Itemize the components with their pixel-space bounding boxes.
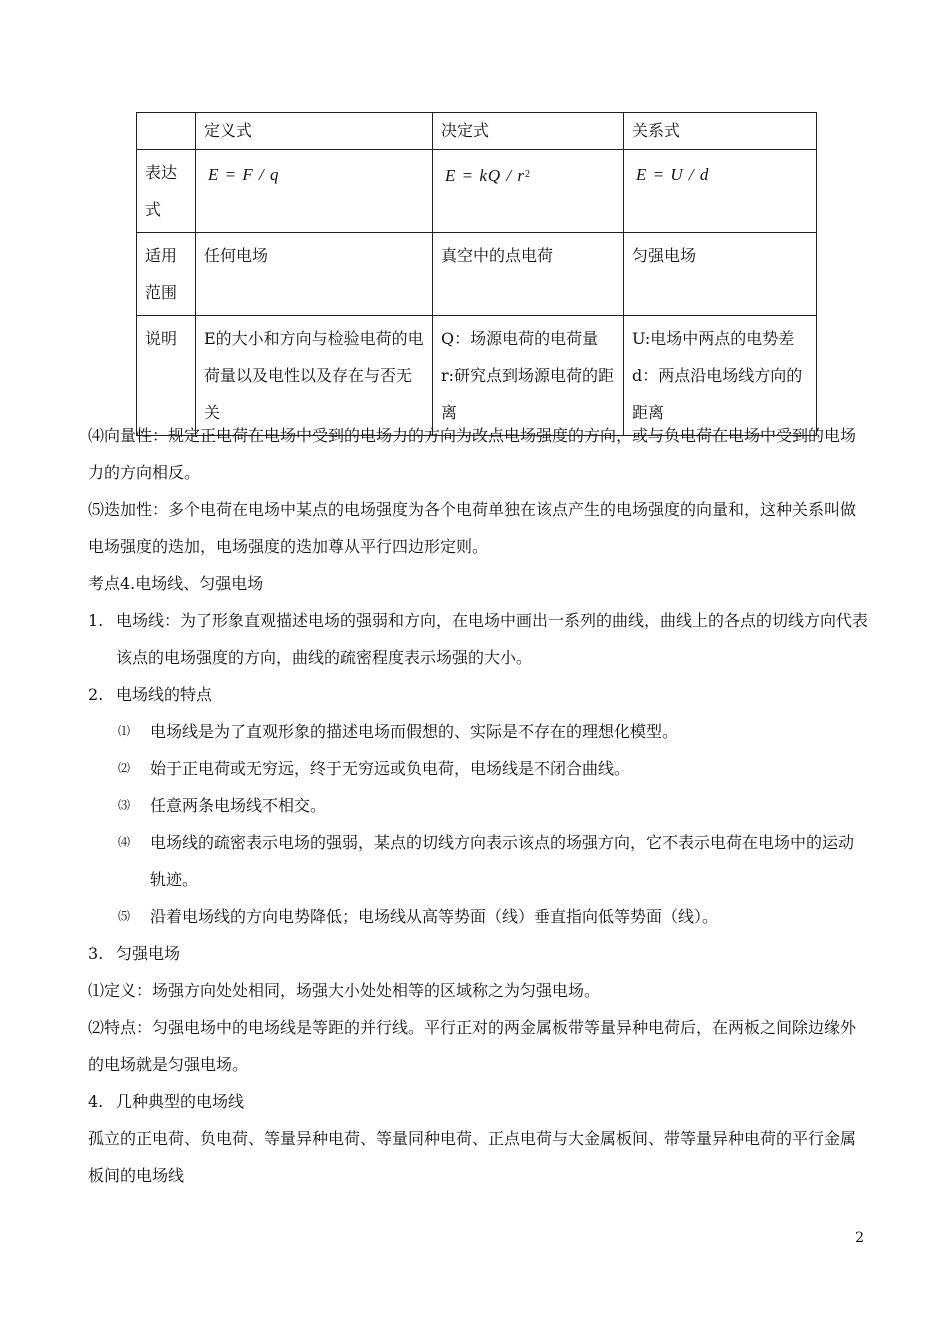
- table-row-expression: [137, 150, 817, 233]
- section-title: 考点4.电场线、匀强电场: [88, 574, 264, 593]
- list-item-4: [88, 1083, 868, 1120]
- feature-item: [88, 750, 868, 787]
- feature-item: [88, 787, 868, 824]
- feature-number: ⑸: [118, 909, 131, 923]
- feature-text: 始于正电荷或无穷远，终于无穷远或负电荷，电场线是不闭合曲线。: [150, 759, 631, 778]
- field-formula-table: [136, 112, 817, 436]
- row-label-expression: 表达式: [137, 150, 196, 233]
- table-header-relation: 关系式: [624, 113, 817, 150]
- paragraph-vector-property: ⑷向量性：规定正电荷在电场中受到的电场力的方向为改点电场强度的方向，或与负电荷在电场中受到的电场力的方向相反。: [88, 426, 857, 482]
- item-number: 1.: [88, 611, 104, 630]
- table-header-row: [137, 113, 817, 150]
- definition-explanation: E的大小和方向与检验电荷的电荷量以及电性以及存在与否无关: [196, 316, 433, 436]
- exponent: 2: [525, 169, 532, 180]
- feature-item: [88, 898, 868, 935]
- document-body: [88, 417, 868, 1194]
- determination-formula-cell: [433, 150, 624, 233]
- definition-scope: 任何电场: [196, 233, 433, 316]
- feature-number: ⑴: [118, 724, 131, 738]
- feature-text: 电场线的疏密表示电场的强弱，某点的切线方向表示该点的场强方向，它不表示电荷在电场中的运动轨迹。: [150, 833, 855, 889]
- paragraph-superposition: ⑸迭加性：多个电荷在电场中某点的电场强度为各个电荷单独在该点产生的电场强度的向量和，这种关系叫做电场强度的迭加，电场强度的迭加尊从平行四边形定则。: [88, 500, 857, 556]
- relation-formula-cell: [624, 150, 817, 233]
- page-number: 2: [855, 1230, 864, 1246]
- typical-field-lines-text: 孤立的正电荷、负电荷、等量异种电荷、等量同种电荷、正点电荷与大金属板间、带等量异种电荷的平行金属板间的电场线: [88, 1129, 857, 1185]
- determination-formula: E = kQ / $r^2$: [445, 166, 532, 185]
- explanation-r: r:研究点到场源电荷的距离: [441, 366, 615, 422]
- feature-item: [88, 713, 868, 750]
- item-text: 几种典型的电场线: [116, 1092, 245, 1111]
- relation-formula: E = U / d: [636, 165, 710, 184]
- list-item-3: [88, 935, 868, 972]
- list-item-2: [88, 676, 868, 713]
- feature-item: [88, 824, 868, 898]
- item-number: 3.: [88, 944, 104, 963]
- relation-scope: 匀强电场: [624, 233, 817, 316]
- feature-number: ⑷: [118, 835, 131, 849]
- list-item-1: [88, 602, 868, 676]
- feature-text: 任意两条电场线不相交。: [150, 796, 327, 815]
- row-label-explanation: 说明: [137, 316, 196, 436]
- table-row-scope: [137, 233, 817, 316]
- feature-text: 沿着电场线的方向电势降低；电场线从高等势面（线）垂直指向低等势面（线）。: [150, 907, 719, 926]
- table-header-determination: 决定式: [433, 113, 624, 150]
- feature-number: ⑵: [118, 761, 131, 775]
- item-number: 2.: [88, 685, 104, 704]
- row-label-scope: 适用范围: [137, 233, 196, 316]
- uniform-field-feature: ⑵特点：匀强电场中的电场线是等距的并行线。平行正对的两金属板带等量异种电荷后，在两板之间除边缘外的电场就是匀强电场。: [88, 1018, 857, 1074]
- determination-scope: 真空中的点电荷: [433, 233, 624, 316]
- table-header-definition: 定义式: [196, 113, 433, 150]
- item-text: 电场线的特点: [116, 685, 213, 704]
- uniform-field-definition: ⑴定义：场强方向处处相同，场强大小处处相等的区域称之为匀强电场。: [88, 981, 601, 1000]
- feature-number: ⑶: [118, 798, 131, 812]
- item-number: 4.: [88, 1092, 104, 1111]
- explanation-q: Q：场源电荷的电荷量: [441, 329, 599, 348]
- explanation-d: d：两点沿电场线方向的距离: [632, 366, 803, 422]
- table-header-empty: [137, 113, 196, 150]
- item-text: 匀强电场: [116, 944, 181, 963]
- item-text: 电场线：为了形象直观描述电场的强弱和方向，在电场中画出一系列的曲线，曲线上的各点的切线方向代表该点的电场强度的方向，曲线的疏密程度表示场强的大小。: [116, 611, 869, 667]
- explanation-u: U:电场中两点的电势差: [632, 329, 795, 348]
- feature-text: 电场线是为了直观形象的描述电场而假想的、实际是不存在的理想化模型。: [150, 722, 679, 741]
- definition-formula: E = F / q: [208, 165, 280, 184]
- definition-formula-cell: [196, 150, 433, 233]
